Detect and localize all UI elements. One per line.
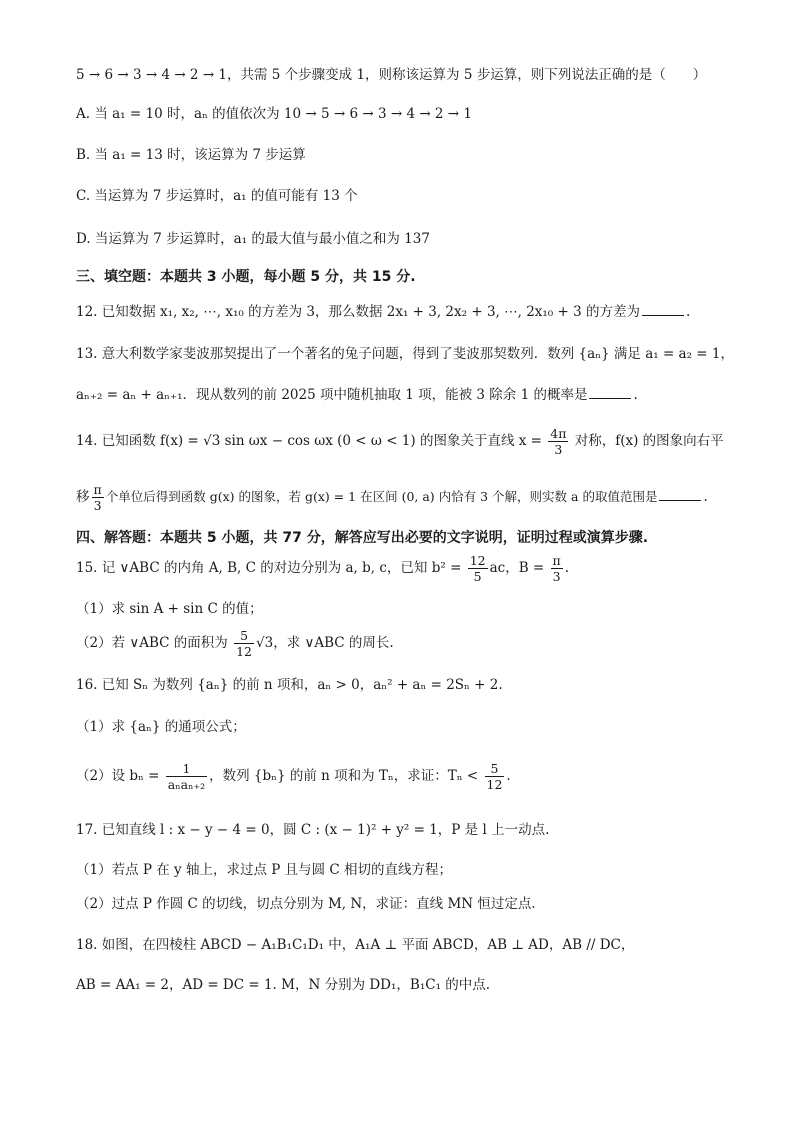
option-c: C. 当运算为 7 步运算时，a₁ 的值可能有 13 个 (76, 188, 358, 204)
question-16-part1: （1）求 {aₙ} 的通项公式； (76, 719, 246, 735)
frac-den: 3 (93, 498, 102, 513)
frac-den: 12 (236, 644, 253, 659)
answer-blank (642, 303, 684, 316)
answer-blank (659, 488, 701, 501)
question-17-part1: （1）若点 P 在 y 轴上，求过点 P 且与圆 C 相切的直线方程； (76, 862, 453, 878)
question-18-line2: AB = AA₁ = 2，AD = DC = 1. M，N 分别为 DD₁，B₁C₁ 的中点. (76, 977, 491, 993)
frac-den: 3 (554, 442, 563, 457)
question-16-part2 (76, 756, 724, 796)
q15-text-pre: 15. 记 ∨ABC 的内角 A, B, C 的对边分别为 a, b, c，已知 b² = (76, 560, 462, 576)
frac-num: 5 (234, 628, 254, 644)
frac-den: 3 (552, 569, 561, 584)
answer-blank (589, 386, 631, 399)
question-15-part1: （1）求 sin A + sin C 的值； (76, 601, 263, 617)
q14-end: . (703, 489, 708, 505)
frac-num: 5 (485, 761, 505, 777)
question-14-line2 (76, 481, 724, 513)
section-3-heading: 三、填空题：本题共 3 小题，每小题 5 分，共 15 分. (76, 269, 416, 285)
q14-text-post2: 个单位后得到函数 g(x) 的图象，若 g(x) = 1 在区间 (0, a) 内恰有 3 个解，则实数 a 的取值范围是 (105, 489, 658, 504)
frac-num: π (93, 482, 102, 497)
question-14-line1 (76, 425, 724, 457)
section-4-heading: 四、解答题：本题共 5 小题，共 77 分，解答应写出必要的文字说明，证明过程或演算步骤. (76, 530, 649, 546)
option-b: B. 当 a₁ = 13 时，该运算为 7 步运算 (76, 147, 306, 163)
frac-den: 5 (473, 569, 482, 584)
question-16: 16. 已知 Sₙ 为数列 {aₙ} 的前 n 项和，aₙ > 0，aₙ² + aₙ = 2Sₙ + 2. (76, 677, 503, 693)
q15-2-pre: （2）若 ∨ABC 的面积为 (76, 635, 228, 651)
question-13-line2 (76, 384, 724, 406)
question-15 (76, 550, 724, 586)
frac-num: π (552, 553, 561, 568)
question-15-part2 (76, 625, 724, 661)
q15-text-mid: ac，B = (489, 560, 545, 576)
fraction (548, 426, 568, 457)
frac-num: 12 (469, 553, 486, 568)
q16-2-mid: ，数列 {bₙ} 的前 n 项和为 Tₙ，求证：Tₙ < (209, 768, 479, 784)
q14-text-post: 对称，f(x) 的图象向右平 (574, 433, 724, 449)
fraction (468, 553, 488, 584)
fraction (166, 761, 207, 792)
fraction (234, 628, 254, 659)
question-13-line1: 13. 意大利数学家斐波那契提出了一个著名的兔子问题，得到了斐波那契数列．数列 {aₙ} 满足 a₁ = a₂ = 1， (76, 346, 734, 362)
q12-text: 12. 已知数据 x₁, x₂, ⋯, x₁₀ 的方差为 3，那么数据 2x₁ + 3, 2x₂ + 3, ⋯, 2x₁₀ + 3 的方差为 (76, 304, 640, 320)
frac-den: 12 (486, 777, 503, 792)
frac-num: 4π (550, 426, 567, 441)
q15-end: . (564, 560, 570, 576)
q13-text: aₙ₊₂ = aₙ + aₙ₊₁．现从数列的前 2025 项中随机抽取 1 项，能被 3 除余 1 的概率是 (76, 387, 588, 403)
q16-2-pre: （2）设 bₙ = (76, 768, 160, 784)
question-18-line1: 18. 如图，在四棱柱 ABCD − A₁B₁C₁D₁ 中，A₁A ⊥ 平面 ABCD，AB ⊥ AD，AB // DC， (76, 937, 635, 953)
q12-end: . (686, 304, 691, 320)
frac-num: 1 (166, 761, 207, 777)
q14-text-pre: 14. 已知函数 f(x) = √3 sin ωx − cos ωx (0 < ω < 1) 的图象关于直线 x = (76, 433, 542, 449)
q11-continuation: 5 → 6 → 3 → 4 → 2 → 1，共需 5 个步骤变成 1，则称该运算为 5 步运算，则下列说法正确的是（ ） (76, 67, 707, 83)
q14-text-pre2: 移 (76, 489, 90, 505)
frac-den: aₙaₙ₊₂ (167, 777, 206, 792)
q13-end: . (633, 387, 638, 403)
question-12 (76, 301, 724, 323)
fraction (485, 761, 505, 792)
q15-2-post: √3，求 ∨ABC 的周长. (256, 635, 394, 651)
fraction (551, 553, 563, 584)
question-17-part2: （2）过点 P 作圆 C 的切线，切点分别为 M, N，求证：直线 MN 恒过定点. (76, 896, 536, 912)
fraction (92, 482, 104, 513)
question-17: 17. 已知直线 l : x − y − 4 = 0，圆 C : (x − 1)² + y² = 1，P 是 l 上一动点. (76, 822, 550, 838)
q16-2-end: . (506, 768, 511, 784)
option-d: D. 当运算为 7 步运算时，a₁ 的最大值与最小值之和为 137 (76, 231, 430, 247)
option-a: A. 当 a₁ = 10 时，aₙ 的值依次为 10 → 5 → 6 → 3 → 4 → 2 → 1 (76, 106, 472, 122)
